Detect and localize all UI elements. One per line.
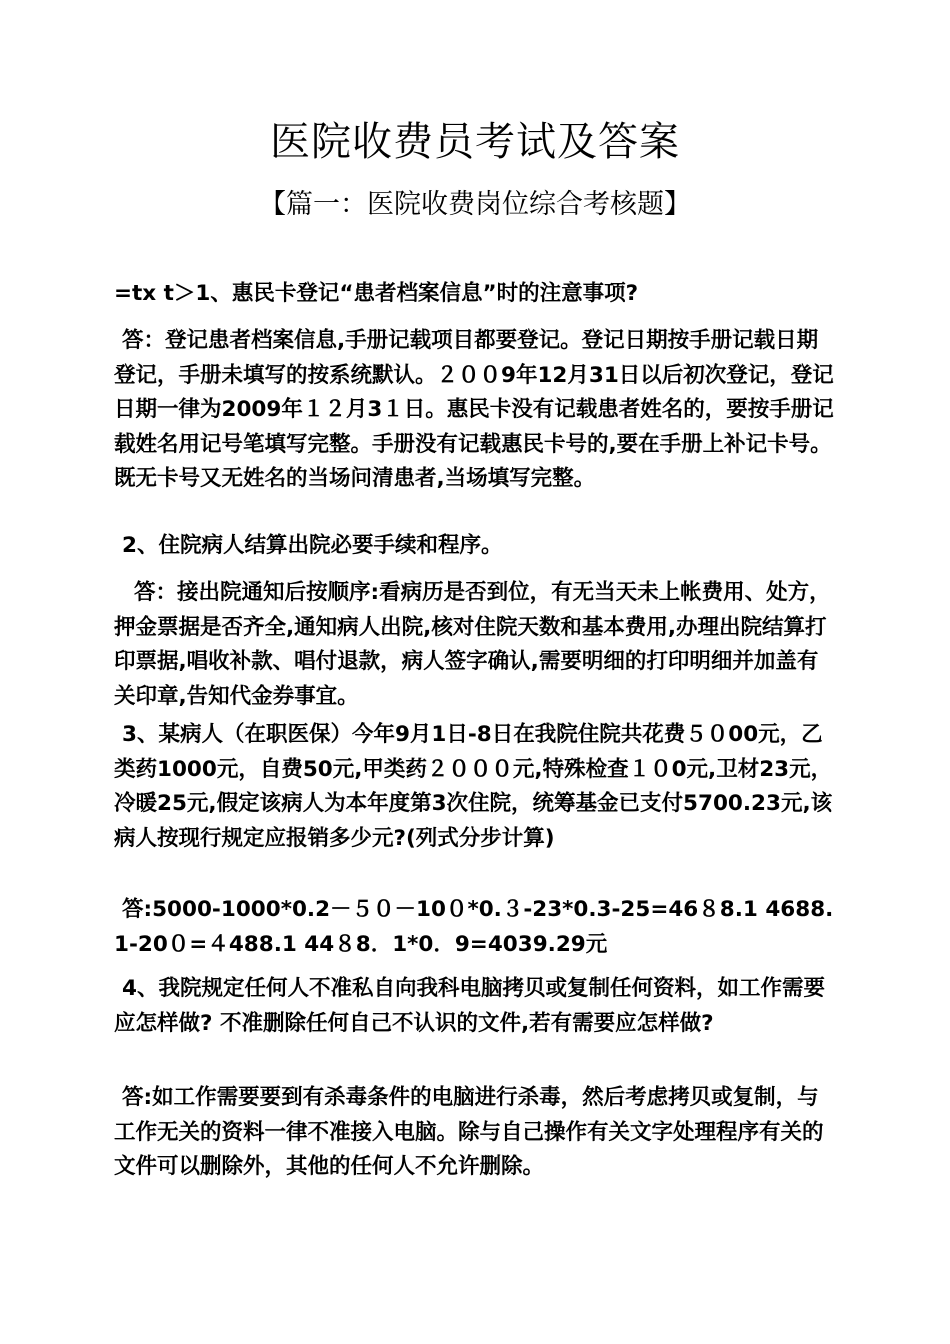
answer-4: 答:如工作需要要到有杀毒条件的电脑进行杀毒，然后考虑拷贝或复制，与工作无关的资料一律不准接入电脑。除与自己操作有关文字处理程序有关的文件可以删除外，其他的任何人不允许删除。 [114, 1085, 824, 1179]
document-title: 医院收费员考试及答案 [270, 119, 680, 165]
question-3: 3、某病人（在职医保）今年9月1日-8日在我院住院共花费５０00元，乙类药1000元，自费50元,甲类药２０００元,特殊检查１０0元,卫材23元，冷暖25元,假定该病人为本年度第3次住院，统筹基金已支付5700.23元,该病人按现行规定应报销多少元?(列式分步计算) [114, 722, 833, 851]
answer-1: 答：登记患者档案信息,手册记载项目都要登记。登记日期按手册记载日期登记，手册未填写的按系统默认。２００9年12月31日以后初次登记，登记日期一律为2009年１２月3１日。惠民卡没有记载患者姓名的，要按手册记载姓名用记号笔填写完整。手册没有记载惠民卡号的,要在手册上补记卡号。既无卡号又无姓名的当场问清患者,当场填写完整。 [114, 328, 834, 491]
document-subtitle: 【篇一：医院收费岗位综合考核题】 [259, 189, 691, 220]
question-4: 4、我院规定任何人不准私自向我科电脑拷贝或复制任何资料，如工作需要应怎样做? 不准删除任何自己不认识的文件,若有需要应怎样做? [114, 976, 825, 1036]
question-1: =tx t＞1、惠民卡登记“患者档案信息”时的注意事项? [114, 281, 639, 306]
answer-2: 答：接出院通知后按顺序:看病历是否到位，有无当天未上帐费用、处方，押金票据是否齐全,通知病人出院,核对住院天数和基本费用,办理出院结算打印票据,唱收补款、唱付退款，病人签字确认,需要明细的打印明细并加盖有关印章,告知代金券事宜。 [114, 580, 831, 709]
answer-3: 答:5000-1000*0.2－５０－10０*0.３-23*0.3-25=46８8.1 4688.1-20０=４488.1 44８8．1*0．9=4039.29元 [114, 897, 834, 957]
question-2: 2、住院病人结算出院必要手续和程序。 [122, 533, 503, 558]
